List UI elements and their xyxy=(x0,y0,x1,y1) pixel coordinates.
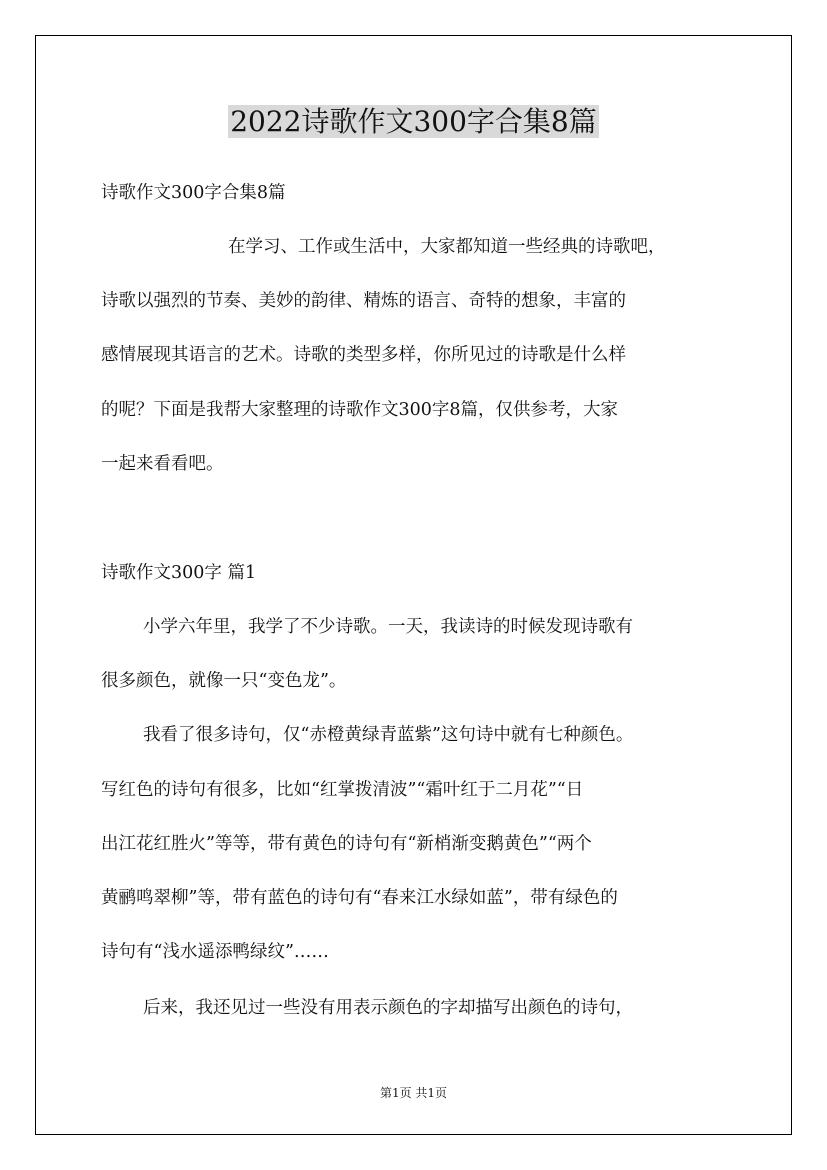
paragraph-line: 后来，我还见过一些没有用表示颜色的字却描写出颜色的诗句， xyxy=(143,998,633,1018)
paragraph-line: 诗句有“浅水遥添鸭绿纹”…… xyxy=(101,942,329,962)
paragraph-line: 黄鹂鸣翠柳”等，带有蓝色的诗句有“春来江水绿如蓝”，带有绿色的 xyxy=(101,888,618,908)
paragraph-line: 小学六年里，我学了不少诗歌。一天，我读诗的时候发现诗歌有 xyxy=(143,617,633,637)
page-footer: 第1页 共1页 xyxy=(379,1086,448,1100)
paragraph-line: 出江花红胜火”等等，带有黄色的诗句有“新梢渐变鹅黄色”“两个 xyxy=(101,834,592,854)
subtitle-line: 诗歌作文300字合集8篇 xyxy=(101,183,286,203)
paragraph-line: 感情展现其语言的艺术。诗歌的类型多样，你所见过的诗歌是什么样 xyxy=(101,345,626,365)
paragraph-line: 诗歌以强烈的节奏、美妙的韵律、精炼的语言、奇特的想象，丰富的 xyxy=(101,291,626,311)
paragraph-line: 一起来看看吧。 xyxy=(101,454,224,474)
section-heading: 诗歌作文300字 篇1 xyxy=(101,563,257,583)
document-title-text: 2022诗歌作文300字合集8篇 xyxy=(230,105,597,138)
paragraph-line: 我看了很多诗句，仅“赤橙黄绿青蓝紫”这句诗中就有七种颜色。 xyxy=(143,725,634,745)
paragraph-line: 在学习、工作或生活中，大家都知道一些经典的诗歌吧， xyxy=(228,237,666,257)
document-title xyxy=(0,100,827,144)
paragraph-line: 写红色的诗句有很多，比如“红掌拨清波”“霜叶红于二月花”“日 xyxy=(101,780,584,800)
paragraph-line: 的呢？下面是我帮大家整理的诗歌作文300字8篇，仅供参考，大家 xyxy=(101,400,619,420)
paragraph-line: 很多颜色，就像一只“变色龙”。 xyxy=(101,671,347,691)
